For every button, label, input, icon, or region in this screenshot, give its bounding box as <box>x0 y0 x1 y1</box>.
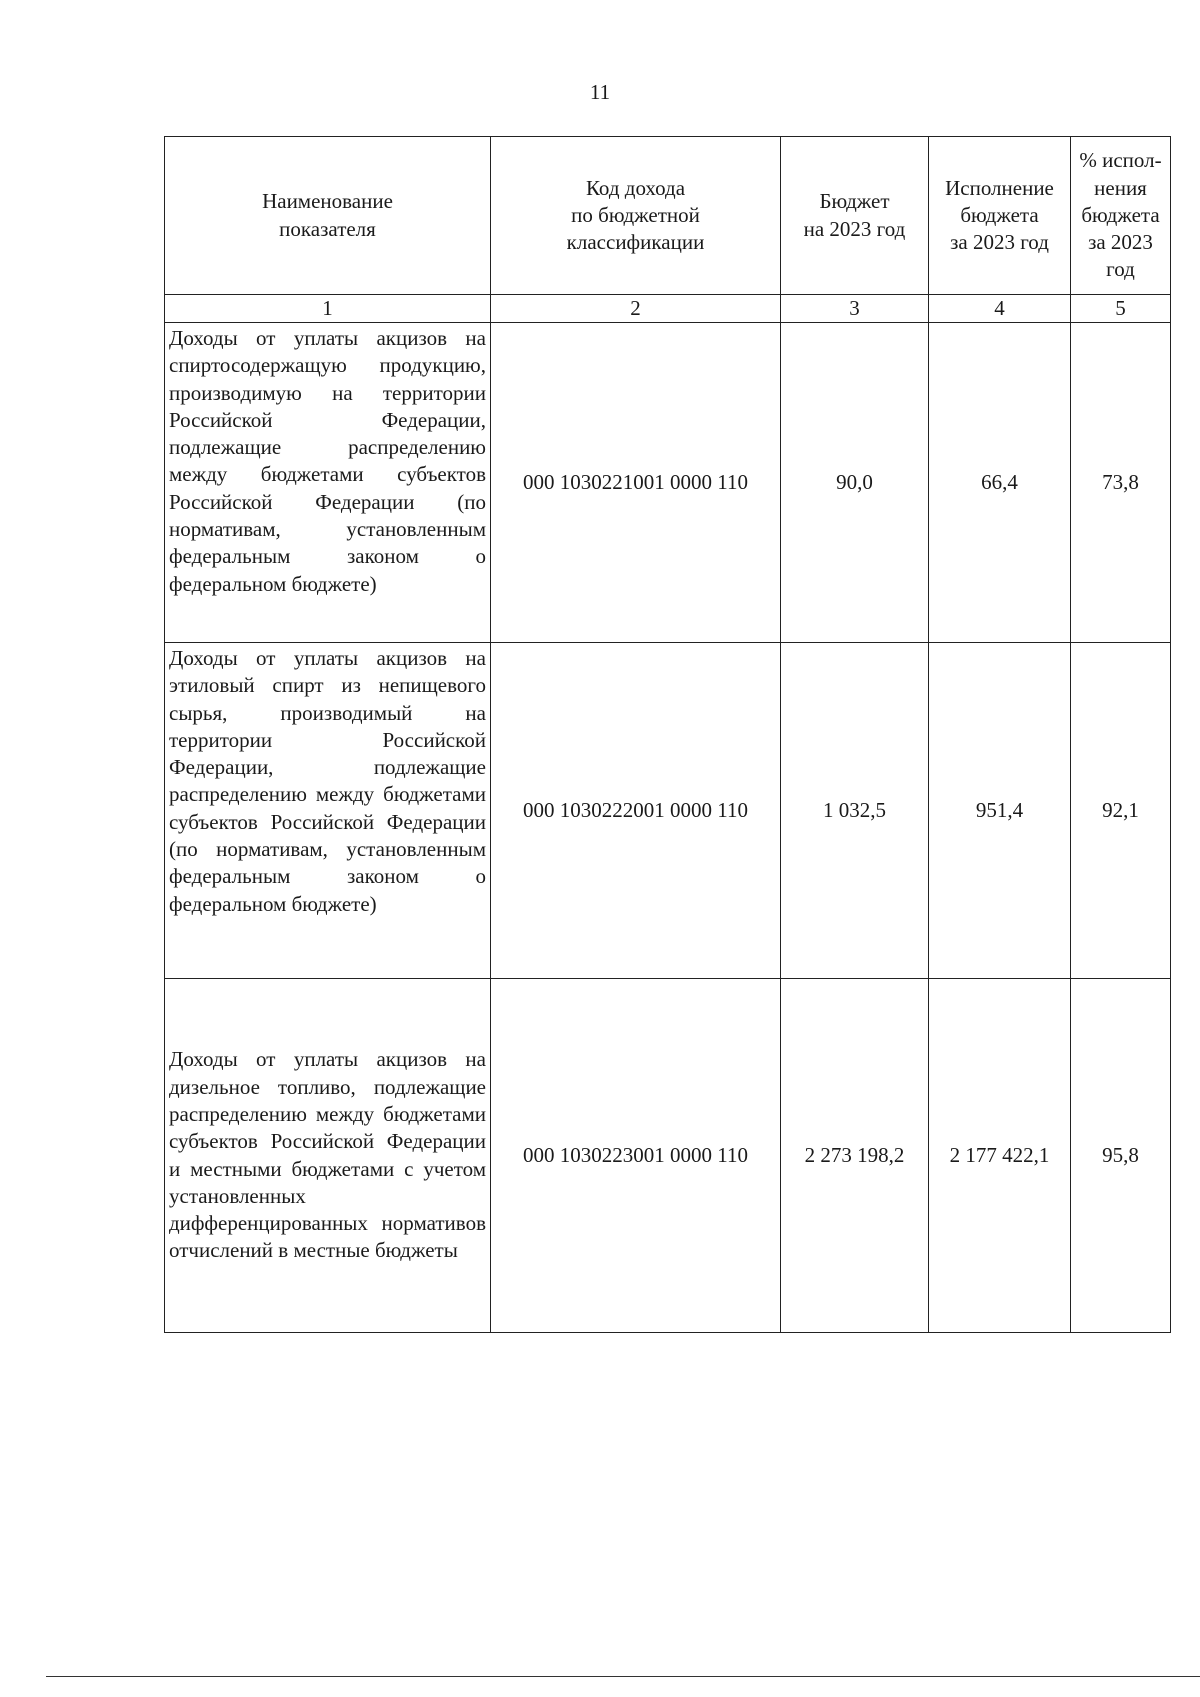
row-percent: 92,1 <box>1071 643 1171 979</box>
column-number: 4 <box>929 295 1071 323</box>
header-percent: % испол- нения бюджета за 2023 год <box>1071 137 1171 295</box>
header-income-code: Код дохода по бюджетной классификации <box>491 137 781 295</box>
table-header-row <box>165 137 1171 295</box>
column-number: 3 <box>781 295 929 323</box>
row-percent: 95,8 <box>1071 979 1171 1333</box>
table-row <box>165 979 1171 1333</box>
row-indicator-name: Доходы от уплаты акцизов на спиртосодержащую продукцию, производимую на территории Российской Федерации, подлежащие распределению между бюджетами субъектов Российской Федерации (по нормативам, установленным федеральным законом о федеральном бюджете) <box>165 323 491 643</box>
table-row <box>165 323 1171 643</box>
column-number: 2 <box>491 295 781 323</box>
row-percent: 73,8 <box>1071 323 1171 643</box>
page-number: 11 <box>589 80 611 104</box>
row-execution: 66,4 <box>929 323 1071 643</box>
row-execution: 951,4 <box>929 643 1071 979</box>
column-number-row <box>165 295 1171 323</box>
row-budget: 90,0 <box>781 323 929 643</box>
row-budget: 1 032,5 <box>781 643 929 979</box>
column-number: 1 <box>165 295 491 323</box>
table-row <box>165 643 1171 979</box>
row-income-code: 000 1030223001 0000 110 <box>491 979 781 1333</box>
header-execution: Исполнение бюджета за 2023 год <box>929 137 1071 295</box>
row-budget: 2 273 198,2 <box>781 979 929 1333</box>
row-income-code: 000 1030222001 0000 110 <box>491 643 781 979</box>
header-budget: Бюджет на 2023 год <box>781 137 929 295</box>
row-indicator-name: Доходы от уплаты акцизов на этиловый спирт из непищевого сырья, производимый на территории Российской Федерации, подлежащие распределению между бюджетами субъектов Российской Федерации (по нормативам, установленным федеральным законом о федеральном бюджете) <box>165 643 491 979</box>
bottom-divider <box>46 1676 1200 1677</box>
row-execution: 2 177 422,1 <box>929 979 1071 1333</box>
row-indicator-name: Доходы от уплаты акцизов на дизельное топливо, подлежащие распределению между бюджетами субъектов Российской Федерации и местными бюджетами с учетом установленных дифференцированных нормативов отчислений в местные бюджеты <box>165 979 491 1333</box>
row-income-code: 000 1030221001 0000 110 <box>491 323 781 643</box>
income-table <box>164 136 1171 1333</box>
column-number: 5 <box>1071 295 1171 323</box>
header-indicator-name: Наименование показателя <box>165 137 491 295</box>
